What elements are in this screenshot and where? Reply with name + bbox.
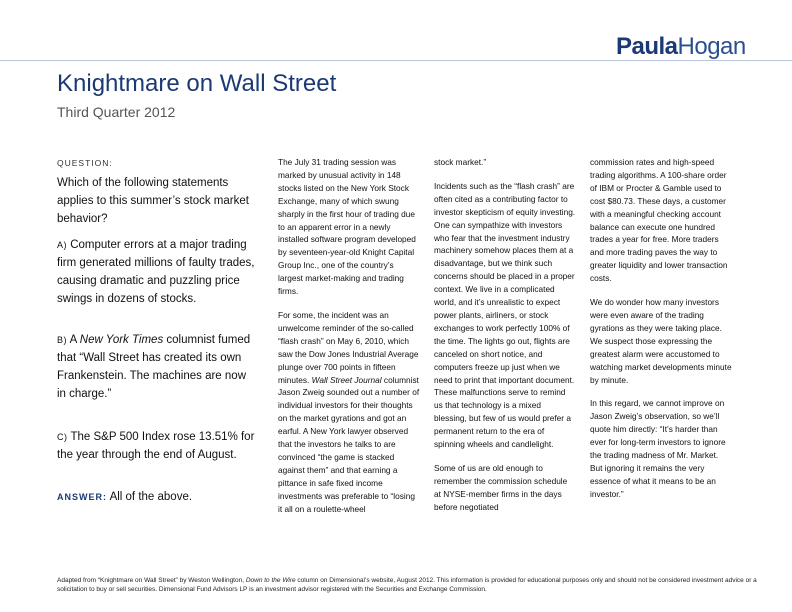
col1-paragraph-2 [278,309,420,516]
col2-paragraph-1: stock market.” [434,157,487,167]
option-a-letter: A) [57,240,67,250]
col1-p2-pre: For some, the incident was an unwelcome reminder of the so-called “flash crash” on May 6, 2010, which saw the Dow Jones Industrial Average plunge over 700 points in fifteen minutes. [278,309,419,385]
col3-paragraph-2: We do wonder how many investors were even aware of the trading gyrations as they were taking place. We suspect those expressing the greatest alarm were accustomed to watching market developments minute by minute. [590,297,732,385]
question-text: Which of the following statements applies to this summer’s stock market behavior? [57,177,249,225]
col1-p2-publication: Wall Street Journal [311,374,382,385]
footnote [57,576,777,594]
option-b [57,331,257,403]
page-title: Knightmare on Wall Street [57,70,337,97]
answer [57,491,192,503]
col3-paragraph-3: In this regard, we cannot improve on Jason Zweig’s observation, so we’ll quote him directly: “It’s harder than ever for long-term investors to ignore the trading madness of Mr. Market. But ignoring it remains the very essence of what it means to be an investor.” [590,398,726,499]
page-subtitle: Third Quarter 2012 [57,104,176,120]
option-b-letter: B) [57,335,67,345]
paula-hogan-logo [616,33,766,61]
article-column-2 [434,156,576,525]
col2-paragraph-2: Incidents such as the “flash crash” are often cited as a contributing factor to investor skepticism of equity investing. One can sympathize with investors who fear that the investment industry machinery somehow places them at a disadvantage, but we think such concerns should be placed in a proper context. We live in a complicated world, and it’s unrealistic to expect power plants, airliners, or stock exchanges to work perfectly 100% of the time. The lights go out, flights are canceled on short notice, and computers freeze up just when we need to print that important document. These malfunctions serve to remind us that technology is a mixed blessing, but few of us would prefer a permanent return to the era of spinning wheels and candlelight. [434,180,576,450]
option-b-pre: A [69,334,80,346]
question-label: QUESTION: [57,158,113,168]
option-c-text: The S&P 500 Index rose 13.51% for the year through the end of August. [57,431,255,461]
article-column-1 [278,156,420,526]
col3-paragraph-1: commission rates and high-speed trading algorithms. A 100-share order of IBM or Procter & Gamble used to cost $80.73. These days, a customer with a meaningful checking account balance can execute one hundred trades a year for free. More traders and more trading paves the way to greater liquidity and lower transaction costs. [590,157,728,284]
logo-light: Hogan [677,33,746,60]
footnote-column-name: Down to the Wire [245,577,296,584]
option-c [57,428,257,464]
option-a-text: Computer errors at a major trading firm generated millions of faulty trades, causing dramatic and puzzling price swings in dozens of stocks. [57,239,255,305]
option-b-publication: New York Times [79,334,164,346]
col2-paragraph-3: Some of us are old enough to remember the commission schedule at NYSE-member firms in the days before negotiated [434,462,568,512]
option-a [57,236,257,308]
answer-label: ANSWER: [57,492,107,502]
answer-text: All of the above. [109,491,193,503]
header-divider [0,60,792,61]
footnote-post: column on Dimensional’s website, August 2012. This information is provided for educational purposes only and should not be considered investment advice or a solicitation to buy or sell securities. Dimensional Fund Advisors LP is an investment advisor registered with the Securities and Exchange Commission. [57,577,757,593]
col1-p2-post: columnist Jason Zweig sounded out a number of individual investors for their thoughts on the market gyrations and got an earful. A New York lawyer observed that the investors he talks to are convinced “the game is stacked against them” and that earning a pittance in safe fixed income investments was preferable to “losing it all on a roulette-wheel [278,374,420,514]
option-c-letter: C) [57,432,68,442]
article-column-3 [590,156,732,512]
footnote-pre: Adapted from “Knightmare on Wall Street” by Weston Wellington, [57,577,246,584]
col1-paragraph-1: The July 31 trading session was marked by unusual activity in 148 stocks listed on the New York Stock Exchange, many of which swung sharply in the first hour of trading due to an apparent error in a newly installed software program developed by seventeen-year-old Knight Capital Group Inc., one of the country’s largest market-making and trading firms. [278,157,416,297]
logo-bold: Paula [616,33,678,60]
option-b-post: columnist fumed that “Wall Street has created its own Frankenstein. The machines are now in charge.” [57,334,251,400]
